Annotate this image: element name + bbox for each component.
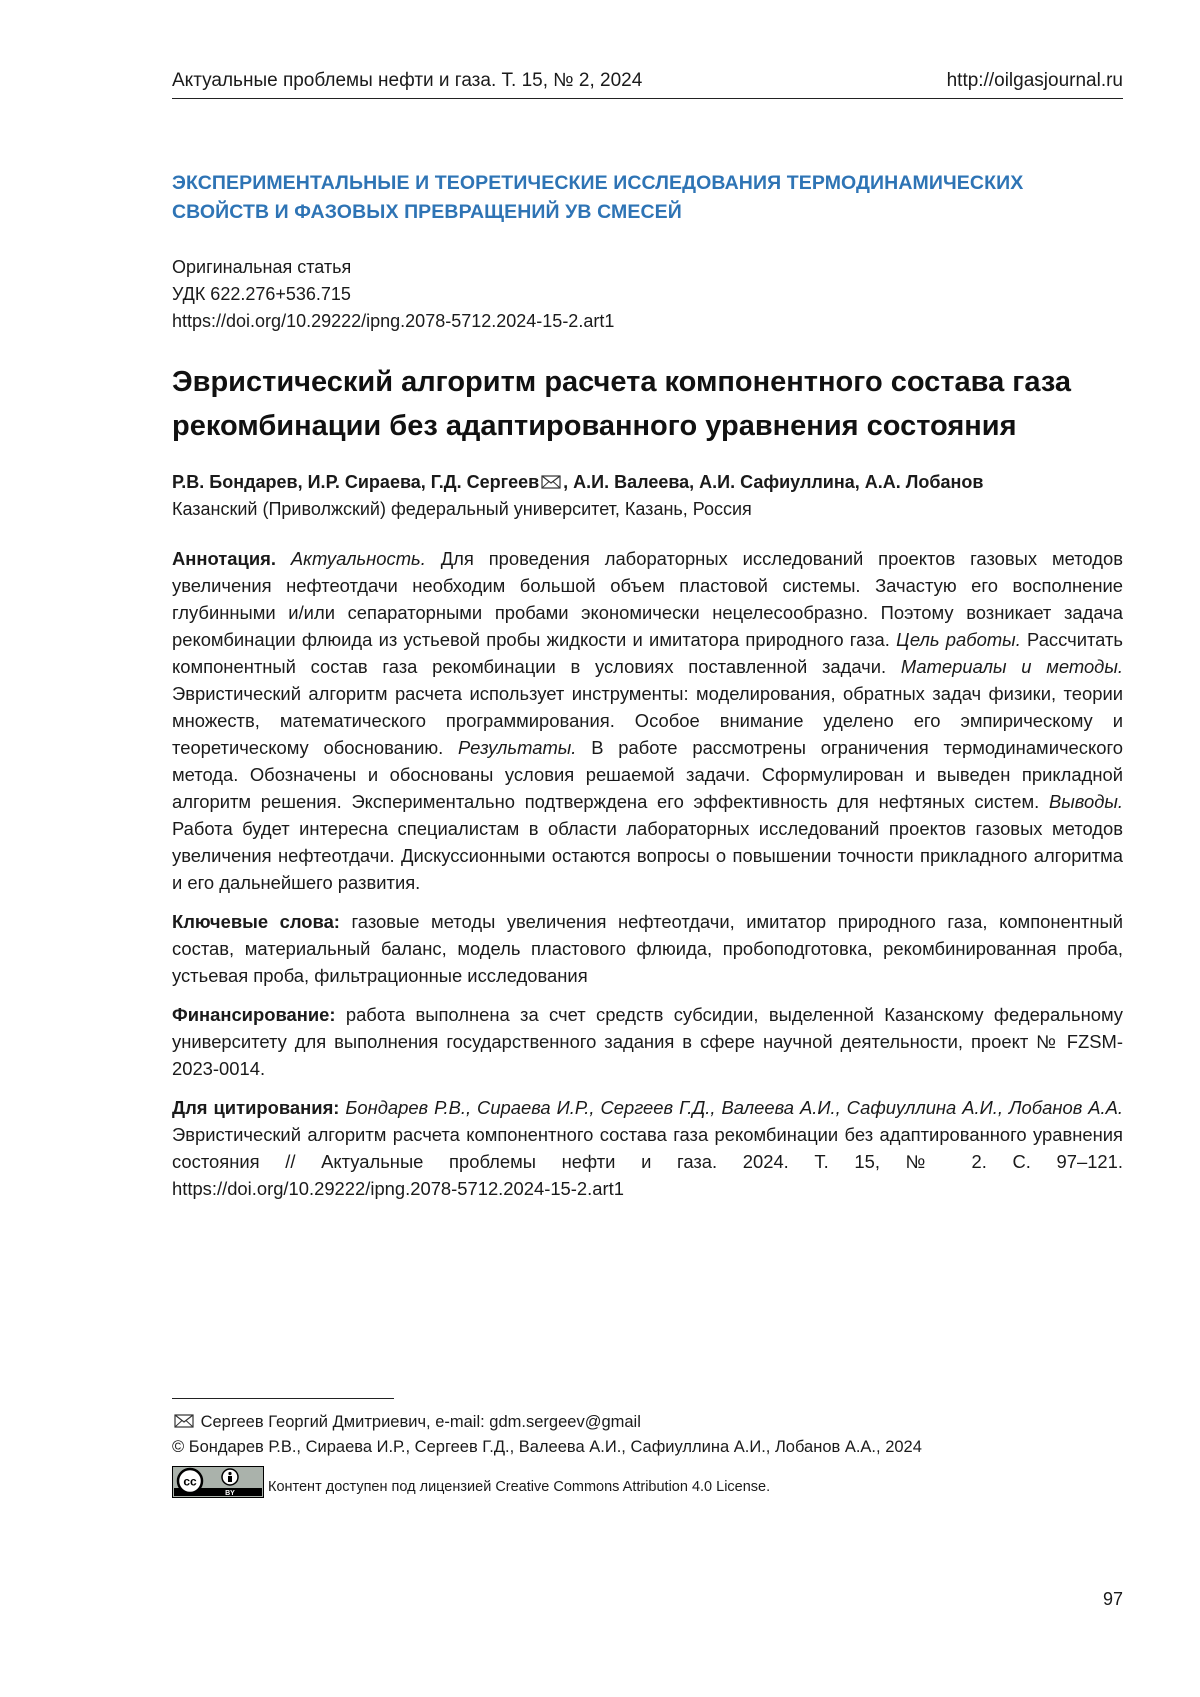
abstract-subhead: Материалы и методы. — [901, 656, 1123, 677]
footnote-divider — [172, 1398, 394, 1399]
keywords-text: газовые методы увеличения нефтеотдачи, имитатор природного газа, компонентный состав, материальный баланс, модель пластового флюида, пробоподготовка, рекомбинированная проба, устьевая проба, фильтрационные исследования — [172, 911, 1123, 986]
article-title — [172, 360, 1123, 448]
contact-text: Сергеев Георгий Дмитриевич, e-mail: gdm.sergeev@gmail — [196, 1413, 641, 1431]
license-text: Контент доступен под лицензией Creative Commons Attribution 4.0 License. — [268, 1475, 770, 1500]
license-line — [172, 1463, 1123, 1500]
cc-badge-text: cc — [183, 1474, 197, 1488]
citation-label: Для цитирования: — [172, 1097, 339, 1118]
authors-block — [172, 469, 1123, 523]
keywords — [172, 908, 1123, 989]
abstract — [172, 545, 1123, 896]
title-line: Эвристический алгоритм расчета компонентного состава газа — [172, 360, 1123, 404]
abstract-text: Рассчитать компонентный состав газа рекомбинации в условиях поставленной задачи. — [172, 629, 1123, 677]
section-heading — [172, 169, 1123, 227]
abstract-text: Работа будет интересна специалистам в области лабораторных исследований проектов газовых методов увеличения нефтеотдачи. Дискуссионными остаются вопросы о повышении точности прикладного алгоритма и его дальнейшего развития. — [172, 818, 1123, 893]
keywords-label: Ключевые слова: — [172, 911, 340, 932]
funding-label: Финансирование: — [172, 1004, 336, 1025]
funding-text: работа выполнена за счет средств субсидии, выделенной Казанскому федеральному университету для выполнения государственного задания в сфере научной деятельности, проект № FZSM-2023-0014. — [172, 1004, 1123, 1079]
funding — [172, 1001, 1123, 1082]
authors-part: Р.В. Бондарев, И.Р. Сираева, Г.Д. Сергеев — [172, 472, 539, 492]
section-heading-line: СВОЙСТВ И ФАЗОВЫХ ПРЕВРАЩЕНИЙ УВ СМЕСЕЙ — [172, 198, 1123, 227]
article-type: Оригинальная статья — [172, 254, 1123, 281]
abstract-text: Для проведения лабораторных исследований проектов газовых методов увеличения нефтеотдачи необходим большой объем пластовой системы. Зачастую его восполнение глубинными и/или сепараторными пробами экономически нецелесообразно. Поэтому возникает задача рекомбинации флюида из устьевой пробы жидкости и имитатора природного газа. — [172, 548, 1123, 650]
article-page — [172, 70, 1123, 1202]
envelope-icon — [174, 1414, 194, 1428]
title-line: рекомбинации без адаптированного уравнения состояния — [172, 404, 1123, 448]
article-meta — [172, 254, 1123, 335]
doi-link[interactable]: https://doi.org/10.29222/ipng.2078-5712.2024-15-2.art1 — [172, 308, 1123, 335]
footnotes — [172, 1410, 1123, 1500]
contact-footnote — [172, 1410, 1123, 1435]
envelope-icon[interactable] — [541, 475, 561, 489]
abstract-subhead: Выводы. — [1049, 791, 1123, 812]
abstract-text: Эвристический алгоритм расчета использует инструменты: моделирования, обратных задач физики, теории множеств, математического программирования. Особое внимание уделено его эмпирическому и теоретическому обоснованию. — [172, 683, 1123, 758]
abstract-label: Аннотация. — [172, 548, 276, 569]
author-list — [172, 469, 1123, 496]
section-heading-line: ЭКСПЕРИМЕНТАЛЬНЫЕ И ТЕОРЕТИЧЕСКИЕ ИССЛЕДОВАНИЯ ТЕРМОДИНАМИЧЕСКИХ — [172, 169, 1123, 198]
by-badge-text: BY — [225, 1490, 235, 1497]
cc-by-badge[interactable] — [172, 1466, 264, 1498]
journal-name: Актуальные проблемы нефти и газа. Т. 15, № 2, 2024 — [172, 70, 642, 92]
citation — [172, 1094, 1123, 1202]
page-number: 97 — [1103, 1589, 1123, 1610]
affiliation: Казанский (Приволжский) федеральный университет, Казань, Россия — [172, 496, 1123, 523]
abstract-subhead: Актуальность. — [291, 548, 426, 569]
citation-authors: Бондарев Р.В., Сираева И.Р., Сергеев Г.Д., Валеева А.И., Сафиуллина А.И., Лобанов А.А. — [339, 1097, 1123, 1118]
authors-part: , А.И. Валеева, А.И. Сафиуллина, А.А. Лобанов — [563, 472, 983, 492]
udc: УДК 622.276+536.715 — [172, 281, 1123, 308]
copyright: © Бондарев Р.В., Сираева И.Р., Сергеев Г.Д., Валеева А.И., Сафиуллина А.И., Лобанов А.А., 2024 — [172, 1435, 1123, 1460]
running-header — [172, 70, 1123, 99]
abstract-text: В работе рассмотрены ограничения термодинамического метода. Обозначены и обоснованы условия решаемой задачи. Сформулирован и выведен прикладной алгоритм решения. Экспериментально подтверждена его эффективность для нефтяных систем. — [172, 737, 1123, 812]
abstract-subhead: Результаты. — [458, 737, 576, 758]
journal-url[interactable]: http://oilgasjournal.ru — [947, 70, 1123, 92]
abstract-subhead: Цель работы. — [896, 629, 1021, 650]
citation-text: Эвристический алгоритм расчета компонентного состава газа рекомбинации без адаптированного уравнения состояния // Актуальные проблемы нефти и газа. 2024. Т. 15, № 2. С. 97–121. https://doi.org/10.29222/ipng.2078-5712.2024-15-2.art1 — [172, 1124, 1123, 1199]
